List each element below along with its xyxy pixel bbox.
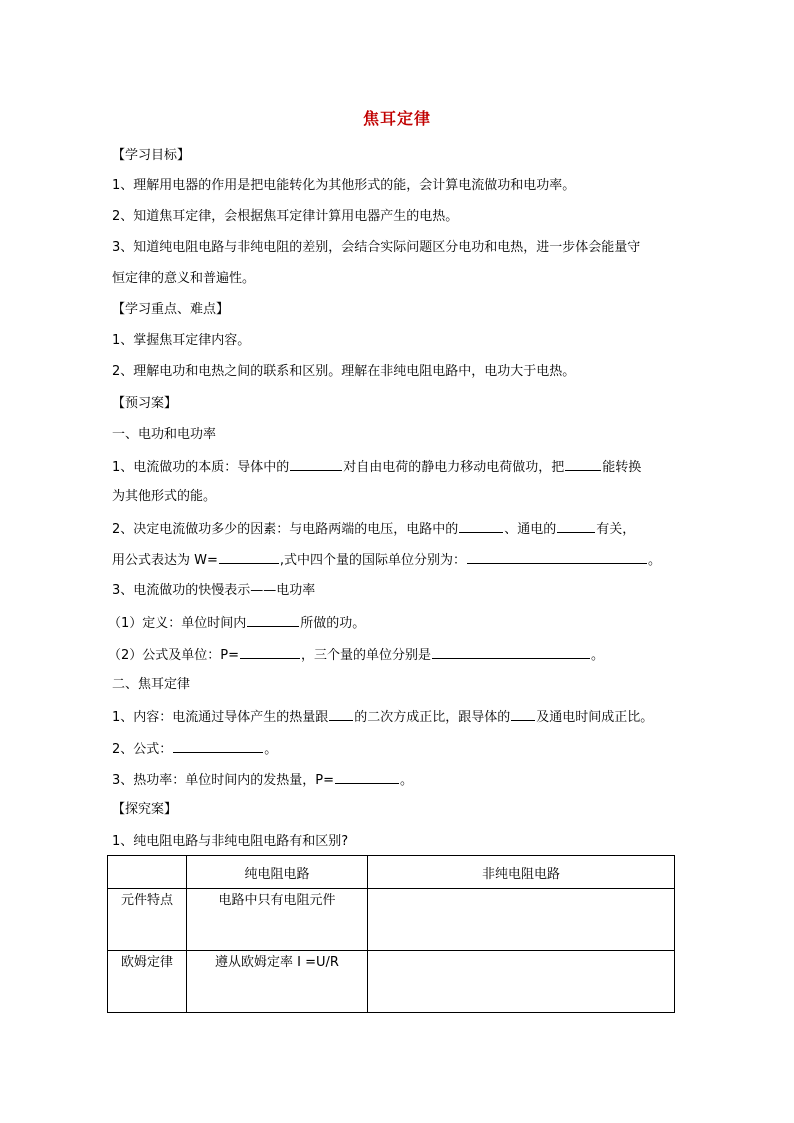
question-3-1 xyxy=(108,614,365,632)
joule-law-item-1 xyxy=(112,708,653,726)
section-heading-inquiry: 【探究案】 xyxy=(112,802,178,817)
question-3-2-text-a: （2）公式及单位：P= xyxy=(108,648,240,663)
question-3-2-text-c: 。 xyxy=(591,648,605,663)
question-2-text-a: 2、决定电流做功多少的因素：与电路两端的电压，电路中的 xyxy=(112,522,459,537)
question-1-text-c: 能转换 xyxy=(602,460,642,475)
table-row xyxy=(108,951,675,1013)
answer-blank[interactable] xyxy=(459,520,503,533)
question-3-1-text-b: 所做的功。 xyxy=(300,616,366,631)
question-2-text-e: ,式中四个量的国际单位分别为： xyxy=(279,553,467,568)
answer-blank[interactable] xyxy=(335,771,399,784)
table-header-cell: 纯电阻电路 xyxy=(187,856,368,889)
answer-blank[interactable] xyxy=(329,708,353,721)
section-heading-key-points: 【学习重点、难点】 xyxy=(112,302,230,317)
objective-3-line2: 恒定律的意义和普遍性。 xyxy=(112,271,256,286)
answer-blank[interactable] xyxy=(247,614,299,627)
answer-blank[interactable] xyxy=(219,551,279,564)
objective-1: 1、理解用电器的作用是把电能转化为其他形式的能，会计算电流做功和电功率。 xyxy=(112,178,576,193)
key-point-2: 2、理解电功和电热之间的联系和区别。理解在非纯电阻电路中，电功大于电热。 xyxy=(112,364,576,379)
table-cell: 元件特点 xyxy=(108,889,187,951)
question-2-text-b: 、通电的 xyxy=(504,522,557,537)
joule-law-1-text-b: 的二次方成正比，跟导体的 xyxy=(354,710,511,725)
section-heading-objectives: 【学习目标】 xyxy=(112,148,191,163)
objective-2: 2、知道焦耳定律，会根据焦耳定律计算用电器产生的电热。 xyxy=(112,209,459,224)
answer-blank[interactable] xyxy=(467,551,647,564)
answer-blank[interactable] xyxy=(173,740,263,753)
answer-blank[interactable] xyxy=(240,646,300,659)
page-title: 焦耳定律 xyxy=(362,109,431,128)
joule-law-3-text-b: 。 xyxy=(400,773,414,788)
section-heading-preview: 【预习案】 xyxy=(112,396,178,411)
question-2-text-c: 有关， xyxy=(596,522,636,537)
question-2-text-f: 。 xyxy=(648,553,662,568)
inquiry-question-1: 1、纯电阻电路与非纯电阻电路有和区别? xyxy=(112,834,349,849)
table-cell[interactable] xyxy=(368,889,675,951)
answer-blank[interactable] xyxy=(565,458,601,471)
question-3-1-text-a: （1）定义：单位时间内 xyxy=(108,616,247,631)
joule-law-item-3 xyxy=(112,771,413,789)
answer-blank[interactable] xyxy=(511,708,535,721)
joule-law-item-2 xyxy=(112,740,277,758)
table-cell[interactable] xyxy=(368,951,675,1013)
question-1-text-b: 对自由电荷的静电力移动电荷做功，把 xyxy=(343,460,565,475)
comparison-table xyxy=(107,855,675,1013)
key-point-1: 1、掌握焦耳定律内容。 xyxy=(112,333,251,348)
question-2-text-d: 用公式表达为 W= xyxy=(112,553,218,568)
table-header-row xyxy=(108,856,675,889)
answer-blank[interactable] xyxy=(557,520,595,533)
question-1-line2: 为其他形式的能。 xyxy=(112,489,217,504)
question-3-2-text-b: ，三个量的单位分别是 xyxy=(301,648,432,663)
joule-law-1-text-a: 1、内容：电流通过导体产生的热量跟 xyxy=(112,710,329,725)
table-cell: 电路中只有电阻元件 xyxy=(187,889,368,951)
question-1-line1 xyxy=(112,458,641,476)
joule-law-2-text-a: 2、公式： xyxy=(112,742,173,757)
answer-blank[interactable] xyxy=(290,458,342,471)
question-2-line1 xyxy=(112,520,635,538)
question-1-text-a: 1、电流做功的本质：导体中的 xyxy=(112,460,290,475)
question-3: 3、电流做功的快慢表示——电功率 xyxy=(112,583,316,598)
answer-blank[interactable] xyxy=(432,646,590,659)
part-heading-electric-work: 一、电功和电功率 xyxy=(112,427,217,442)
joule-law-2-text-b: 。 xyxy=(264,742,278,757)
objective-3-line1: 3、知道纯电阻电路与非纯电阻的差别，会结合实际问题区分电功和电热，进一步体会能量守 xyxy=(112,240,641,255)
table-header-cell: 非纯电阻电路 xyxy=(368,856,675,889)
table-header-cell xyxy=(108,856,187,889)
table-cell: 遵从欧姆定率 I =U/R xyxy=(187,951,368,1013)
table-row xyxy=(108,889,675,951)
question-2-line2 xyxy=(112,551,661,569)
joule-law-3-text-a: 3、热功率：单位时间内的发热量，P= xyxy=(112,773,335,788)
joule-law-1-text-c: 及通电时间成正比。 xyxy=(536,710,654,725)
question-3-2 xyxy=(108,646,604,664)
table-cell: 欧姆定律 xyxy=(108,951,187,1013)
part-heading-joule-law: 二、焦耳定律 xyxy=(112,677,191,692)
